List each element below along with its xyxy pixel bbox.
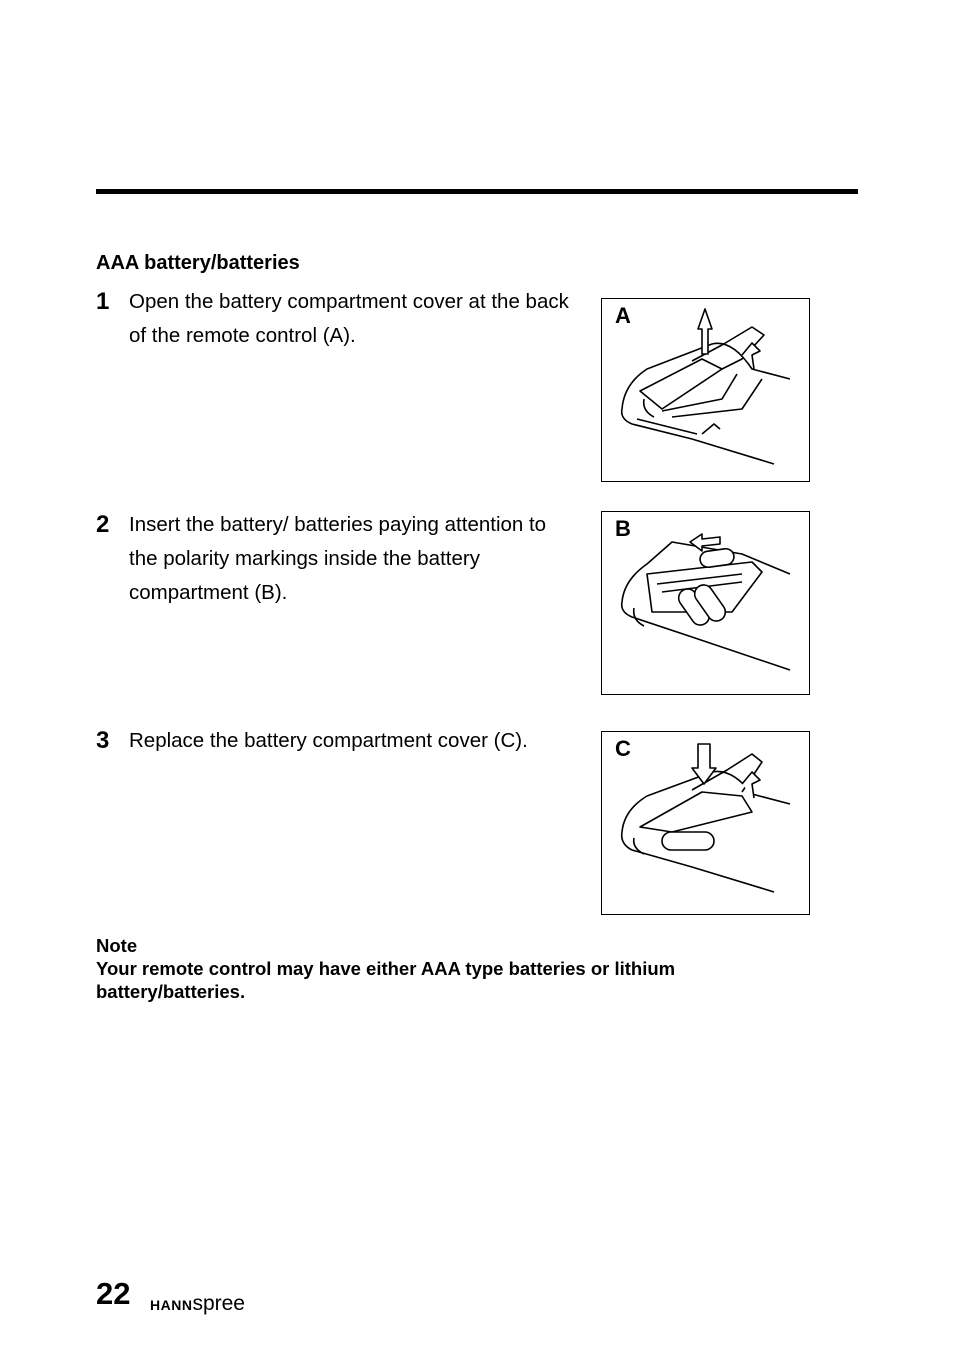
figure-label: C xyxy=(615,736,631,761)
brand-logo xyxy=(150,1292,245,1316)
remote-replace-cover-illustration xyxy=(602,732,810,915)
step-number: 2 xyxy=(96,511,110,538)
note-title: Note xyxy=(96,935,138,956)
top-rule xyxy=(96,189,858,194)
step-text: Insert the battery/ batteries paying attention to the polarity markings inside the battery compartment (B). xyxy=(129,513,547,604)
page-number: 22 xyxy=(96,1276,131,1311)
step-number: 3 xyxy=(96,727,110,754)
figure-a xyxy=(601,298,810,482)
remote-insert-batteries-illustration xyxy=(602,512,810,695)
figure-label: A xyxy=(615,303,631,328)
figure-label: B xyxy=(615,516,631,541)
figure-c xyxy=(601,731,810,915)
brand-bold: HANN xyxy=(150,1297,193,1313)
note xyxy=(96,934,816,1003)
brand-light: spree xyxy=(192,1292,245,1315)
figure-b xyxy=(601,511,810,695)
remote-open-cover-illustration xyxy=(602,299,810,482)
section-heading: AAA battery/batteries xyxy=(96,252,300,274)
note-body: Your remote control may have either AAA type batteries or lithium battery/batteries. xyxy=(96,958,676,1002)
step-text: Open the battery compartment cover at the back of the remote control (A). xyxy=(129,290,569,347)
step-text: Replace the battery compartment cover (C). xyxy=(129,729,528,752)
step-number: 1 xyxy=(96,288,110,315)
